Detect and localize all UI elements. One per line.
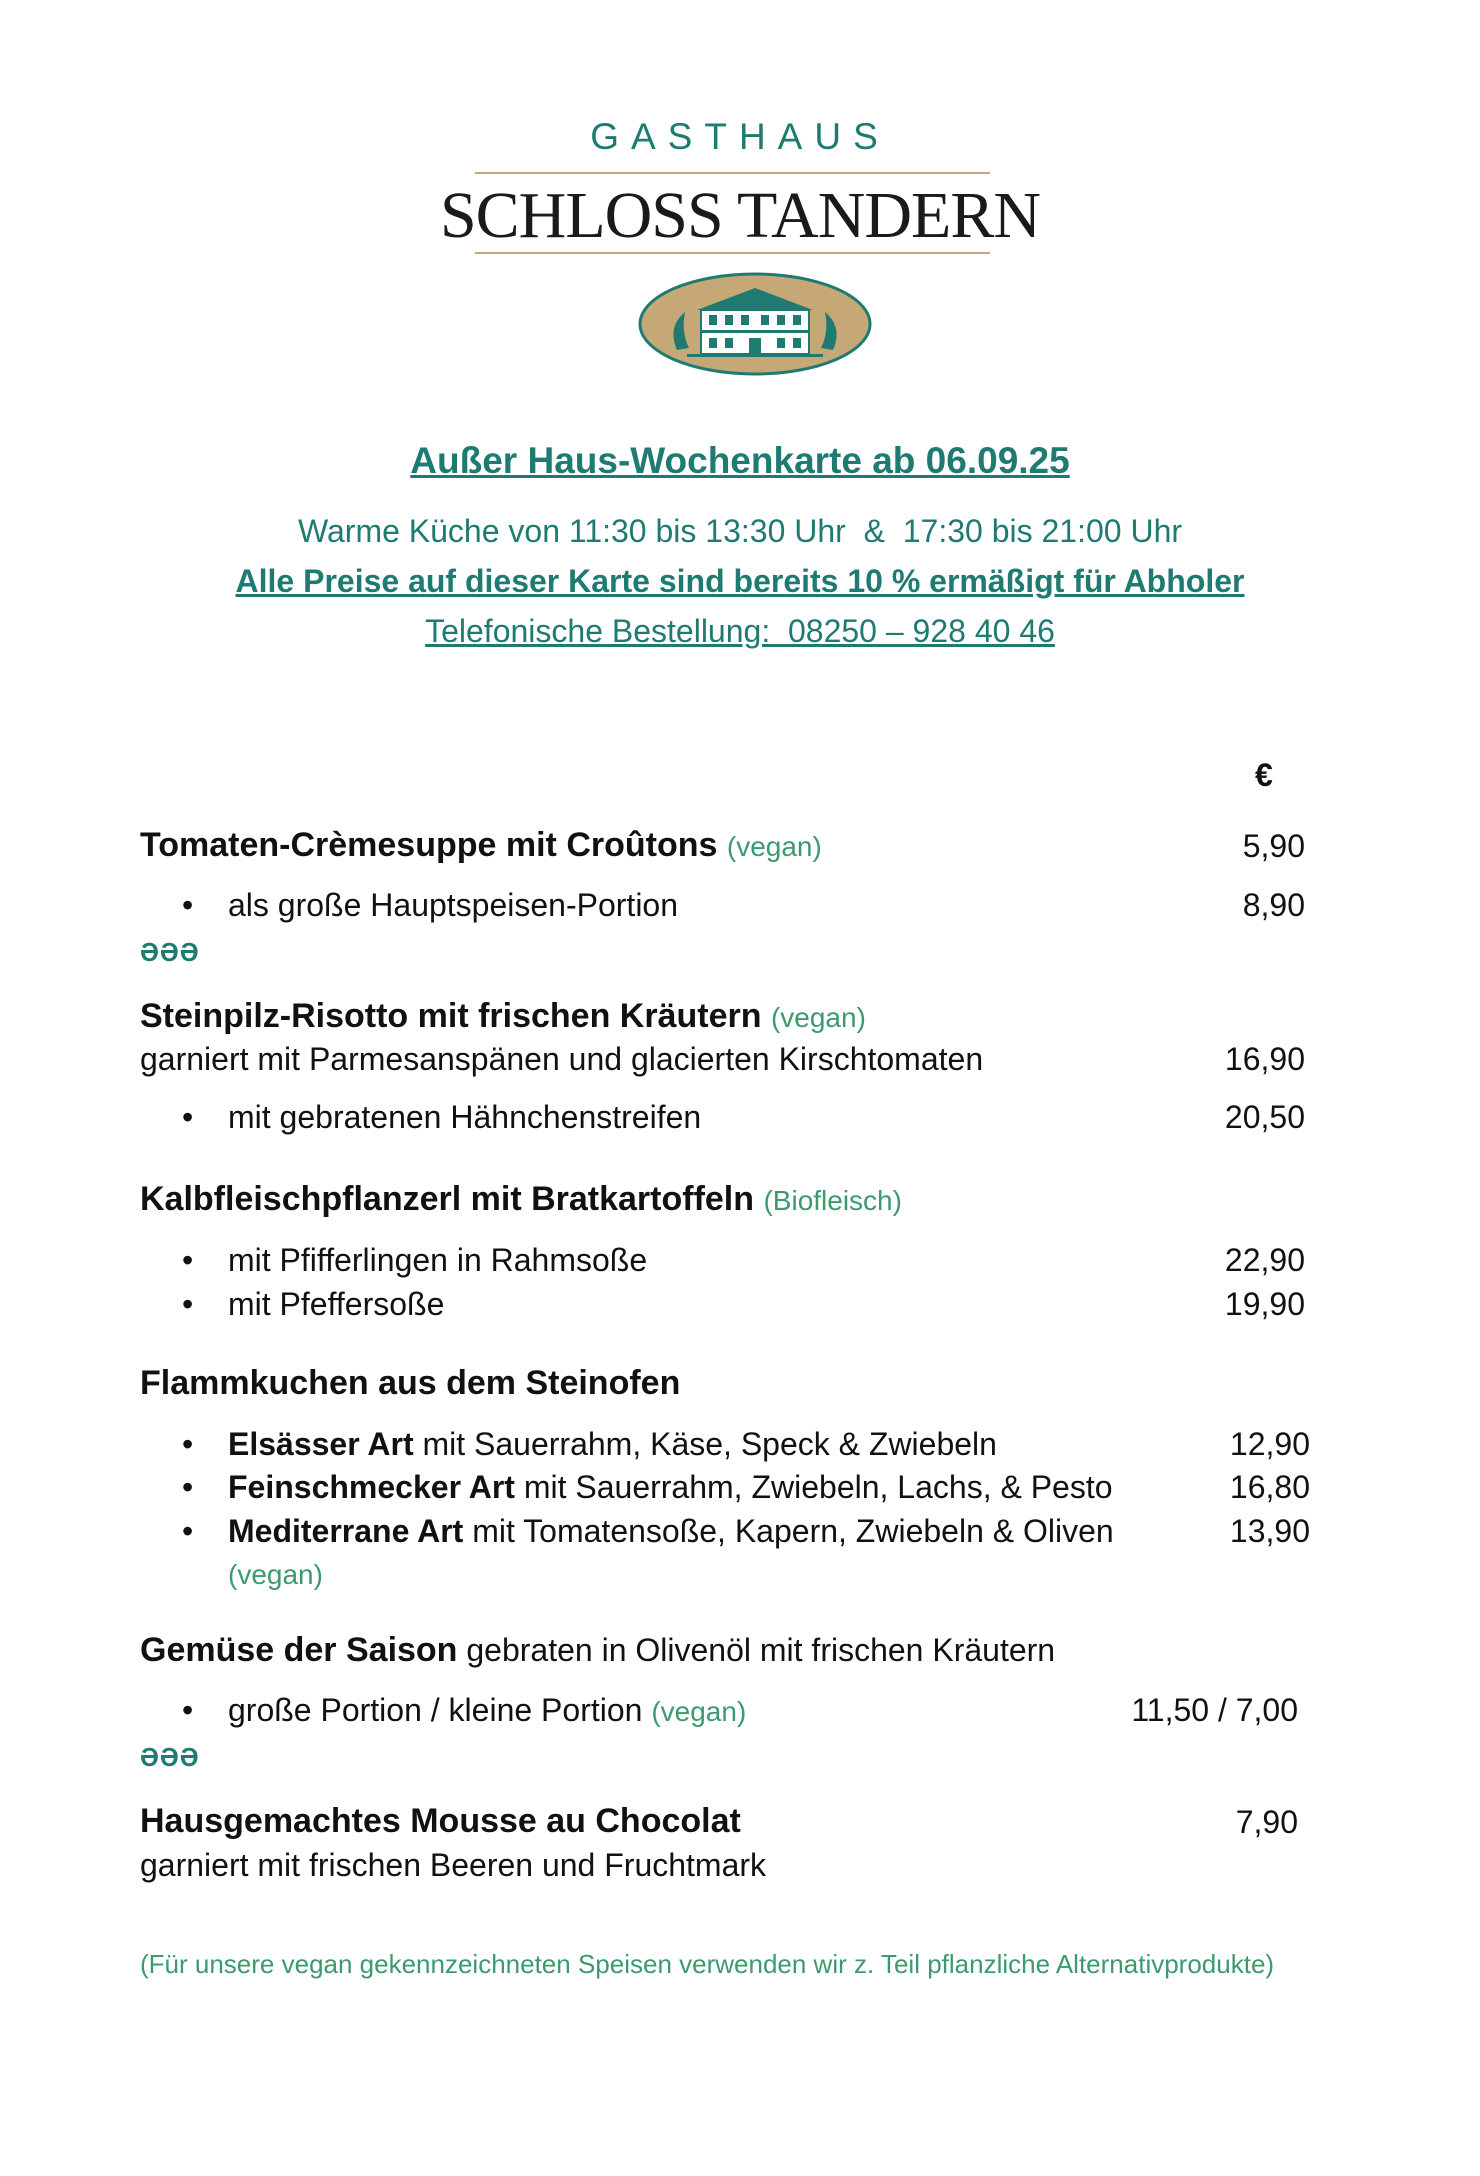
menu-title: Außer Haus-Wochenkarte ab 06.09.25 (410, 440, 1070, 481)
bullet: • (182, 1469, 194, 1505)
price: 19,90 (1224, 1286, 1305, 1322)
dish-description: garniert mit frischen Beeren und Fruchtmark (140, 1847, 767, 1883)
dish-tag: (vegan) (228, 1559, 323, 1590)
option-text: mit gebratenen Hähnchenstreifen (228, 1099, 702, 1135)
dish-name: Tomaten-Crèmesuppe mit Croûtons (140, 826, 718, 864)
dish-name: Hausgemachtes Mousse au Chocolat (140, 1802, 741, 1840)
bullet: • (182, 1513, 194, 1549)
bullet: • (182, 1426, 194, 1462)
option-text: mit Pfifferlingen in Rahmsoße (228, 1242, 648, 1278)
price: 20,50 (1224, 1099, 1305, 1135)
dish-description: gebraten in Olivenöl mit frischen Kräutern (457, 1632, 1056, 1668)
dish-mousse (140, 1802, 741, 1841)
prices-note: Alle Preise auf dieser Karte sind bereits 10 % ermäßigt für Abholer (235, 563, 1245, 599)
bullet: • (182, 1099, 194, 1135)
option-text (228, 1692, 746, 1729)
option-text (228, 1513, 1114, 1550)
option-desc: große Portion / kleine Portion (228, 1692, 643, 1728)
dish-risotto (140, 997, 866, 1036)
dish-flammkuchen (140, 1364, 680, 1403)
price: 16,90 (1224, 1041, 1305, 1077)
option-variant: Elsässer Art (228, 1426, 414, 1462)
dish-tag: (vegan) (651, 1696, 747, 1727)
dish-description: garniert mit Parmesanspänen und glacierten Kirschtomaten (140, 1041, 984, 1077)
option-desc: mit Tomatensoße, Kapern, Zwiebeln & Oliven (463, 1513, 1114, 1549)
ornament-divider: ƏƏƏ (140, 1742, 200, 1772)
bullet: • (182, 1692, 194, 1728)
dish-tag: (Biofleisch) (763, 1185, 902, 1216)
brand-top-text: GASTHAUS (590, 116, 890, 157)
logo-divider-bottom (475, 252, 990, 254)
dish-name: Flammkuchen aus dem Steinofen (140, 1364, 681, 1402)
dish-tag: (vegan) (726, 831, 822, 862)
dish-tag: (vegan) (770, 1002, 866, 1033)
dish-pflanzerl (140, 1180, 902, 1219)
price: 13,90 (1229, 1513, 1310, 1549)
dish-name: Kalbfleischpflanzerl mit Bratkartoffeln (140, 1180, 755, 1218)
vegan-footnote: (Für unsere vegan gekennzeichneten Speisen verwenden wir z. Teil pflanzliche Alternativprodukte) (140, 1949, 1275, 1979)
price: 7,90 (1235, 1804, 1298, 1840)
dish-name: Steinpilz-Risotto mit frischen Kräutern (140, 997, 762, 1035)
option-text (228, 1469, 1113, 1506)
dish-soup (140, 826, 822, 865)
option-tag-line (228, 1555, 323, 1592)
option-variant: Mediterrane Art (228, 1513, 464, 1549)
logo-divider-top (475, 172, 990, 174)
kitchen-hours: Warme Küche von 11:30 bis 13:30 Uhr & 17:30 bis 21:00 Uhr (297, 513, 1183, 549)
dish-name: Gemüse der Saison (140, 1631, 458, 1669)
dish-gemuese (140, 1631, 1055, 1670)
bullet: • (182, 887, 194, 923)
castle-emblem-icon (637, 272, 873, 377)
price: 12,90 (1229, 1426, 1310, 1462)
phone-order-link[interactable]: Telefonische Bestellung: 08250 – 928 40 46 (425, 613, 1055, 649)
option-desc: mit Sauerrahm, Zwiebeln, Lachs, & Pesto (514, 1469, 1113, 1505)
option-desc: mit Sauerrahm, Käse, Speck & Zwiebeln (413, 1426, 997, 1462)
price: 11,50 / 7,00 (1131, 1692, 1298, 1728)
bullet: • (182, 1286, 194, 1322)
option-text: als große Hauptspeisen-Portion (228, 887, 679, 923)
ornament-divider: ƏƏƏ (140, 937, 200, 967)
price: 5,90 (1242, 828, 1305, 864)
currency-header: € (1255, 757, 1273, 793)
option-text: mit Pfeffersoße (228, 1286, 445, 1322)
option-variant: Feinschmecker Art (228, 1469, 515, 1505)
price: 22,90 (1224, 1242, 1305, 1278)
price: 16,80 (1229, 1469, 1310, 1505)
price: 8,90 (1242, 887, 1305, 923)
option-text (228, 1426, 997, 1463)
brand-main-text: SCHLOSS TANDERN (439, 179, 1041, 252)
bullet: • (182, 1242, 194, 1278)
